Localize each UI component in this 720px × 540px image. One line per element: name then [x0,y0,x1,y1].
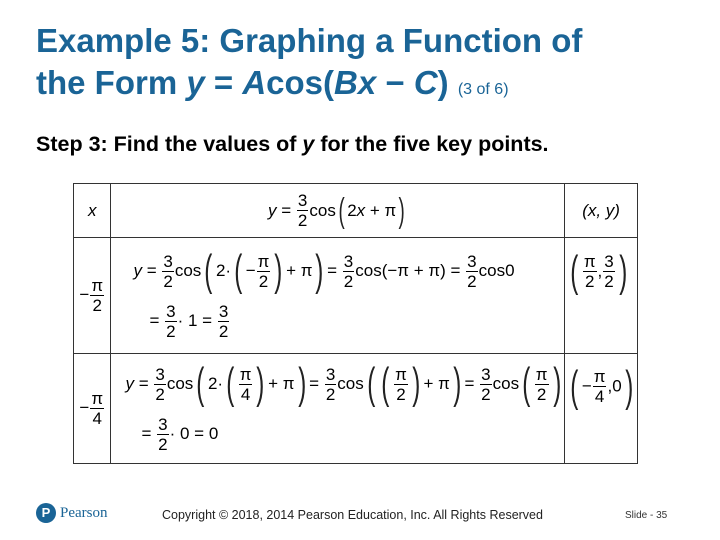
title-line-1: Example 5: Graphing a Function of [36,22,583,59]
title-var-c: C [413,64,438,101]
table-row [74,238,638,354]
row1-x-fraction [90,276,104,315]
row1-computation [111,238,565,354]
title-page-indicator: (3 of 6) [457,81,509,98]
row1-pair-formula: ( $\frac{\pi}{2}$ , $\frac{3}{2}$ ) [570,246,628,296]
row2-pair-x-den: 4 [594,387,605,406]
slide-number: Slide - 35 [625,510,668,521]
title-var-y: y [186,64,205,101]
title-eq: = [204,64,243,101]
key-points-table [73,183,638,464]
row2-line1: y = $\frac{3}{2}$ cos( 2·( $\frac{\pi}{4}$ ) + π) = $\frac{3}{2}$ cos( ( $\frac{\pi}{2}$ ) + π) = $\frac{3}{2}$ cos( $\frac{\pi}{2}$ ) [125,359,561,409]
pearson-logo-text: Pearson [60,504,108,521]
header-x-label: x [87,200,97,220]
title-minus: − [376,64,414,101]
row2-pair [565,354,638,464]
fraction: $\frac{3}{2}$ [297,191,308,230]
header-pair-label: (x, y) [582,200,620,220]
table-row [74,354,638,464]
row2-x-fraction [90,389,104,428]
step-heading [36,132,549,157]
title-line-2 [36,62,696,111]
row1-x-sign: − [79,284,90,304]
row1-pair-x-num: π [583,252,596,271]
row1-x-den: 2 [92,296,102,315]
row2-computation [111,354,565,464]
header-pair [565,184,638,238]
header-equation [111,184,565,238]
row1-pair-y-den: 2 [604,272,614,291]
step-prefix: Step 3: Find the values of [36,132,303,156]
row1-x [74,238,111,354]
row1-x-num: π [91,276,104,295]
step-var: y [302,132,315,156]
copyright-text: Copyright © 2018, 2014 Pearson Education, Inc. All Rights Reserved [162,508,543,522]
row1-pair-x-den: 2 [584,272,595,291]
pearson-logo-icon: P [36,503,56,523]
header-x [74,184,111,238]
row1-pair-y-num: 3 [604,252,614,271]
table-header-row [74,184,638,238]
title-var-bx: Bx [334,64,377,101]
step-suffix: for the five key points. [314,132,549,156]
row1-pair [565,238,638,354]
title-close: ) [437,64,449,101]
row2-x-sign: − [79,397,90,417]
row2-x [74,354,111,464]
row2-x-den: 4 [92,409,102,428]
row2-line2: = $\frac{3}{2}$ · 0 = 0 [141,414,219,454]
header-equation-formula: y = $\frac{3}{2}$ cos ( 2 x + π ) [268,191,406,230]
row2-x-num: π [91,389,104,408]
row2-pair-x-num: π [593,367,606,386]
row2-pair-sign: − [581,375,592,395]
title-var-a: A [242,64,267,101]
pearson-logo [36,503,108,523]
row1-line1: y = $\frac{3}{2}$ cos( 2·( − $\frac{\pi}{2}$ ) + π) = $\frac{3}{2}$ cos(−π + π) = $\frac{3}{2}$ cos0 [133,246,515,296]
title-cos: cos( [266,64,335,101]
row2-pair-y: 0 [612,375,622,395]
slide-title [36,20,696,111]
row2-pair-formula: ( − $\frac{\pi}{4}$ ,0) [570,361,634,411]
title-prefix: the Form [36,64,187,101]
row1-line2: = $\frac{3}{2}$ · 1 = $\frac{3}{2}$ [149,301,229,341]
